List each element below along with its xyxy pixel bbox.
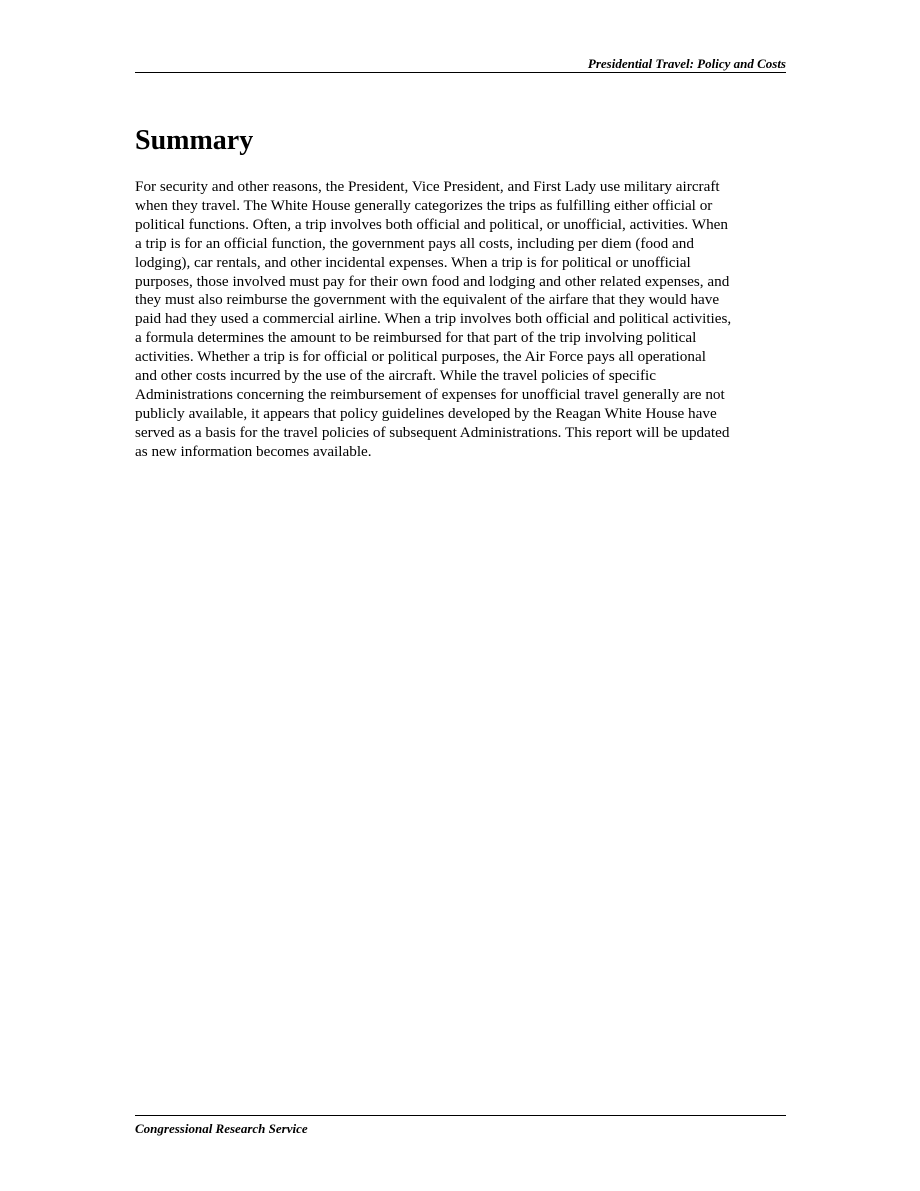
summary-line: purposes, those involved must pay for their own food and lodging and other related expenses, and xyxy=(135,272,730,290)
summary-line: lodging), car rentals, and other incidental expenses. When a trip is for political or unofficial xyxy=(135,253,691,271)
summary-line: they must also reimburse the government with the equivalent of the airfare that they would have xyxy=(135,291,720,309)
summary-line: For security and other reasons, the President, Vice President, and First Lady use military aircraft xyxy=(135,178,720,195)
summary-line: paid had they used a commercial airline. When a trip involves both official and political activities, xyxy=(135,310,732,328)
summary-line: a trip is for an official function, the government pays all costs, including per diem (food and xyxy=(135,234,694,252)
summary-line: and other costs incurred by the use of the aircraft. While the travel policies of specific xyxy=(135,367,656,385)
section-heading: Summary xyxy=(135,125,254,156)
summary-line: activities. Whether a trip is for official or political purposes, the Air Force pays all operational xyxy=(135,348,706,366)
summary-line: as new information becomes available. xyxy=(135,442,372,460)
running-header xyxy=(135,56,786,73)
footer-publisher: Congressional Research Service xyxy=(135,1121,308,1136)
running-footer xyxy=(135,1115,786,1136)
summary-line: served as a basis for the travel policies of subsequent Administrations. This report will be updated xyxy=(135,423,730,441)
running-header-title: Presidential Travel: Policy and Costs xyxy=(587,56,786,71)
summary-paragraph xyxy=(135,178,793,462)
summary-line: political functions. Often, a trip involves both official and political, or unofficial, activities. When xyxy=(135,215,729,233)
summary-line: publicly available, it appears that policy guidelines developed by the Reagan White House have xyxy=(135,404,717,422)
summary-line: a formula determines the amount to be reimbursed for that part of the trip involving political xyxy=(135,329,697,347)
summary-line: when they travel. The White House generally categorizes the trips as fulfilling either official or xyxy=(135,196,713,214)
summary-line: Administrations concerning the reimbursement of expenses for unofficial travel generally are not xyxy=(135,385,725,403)
